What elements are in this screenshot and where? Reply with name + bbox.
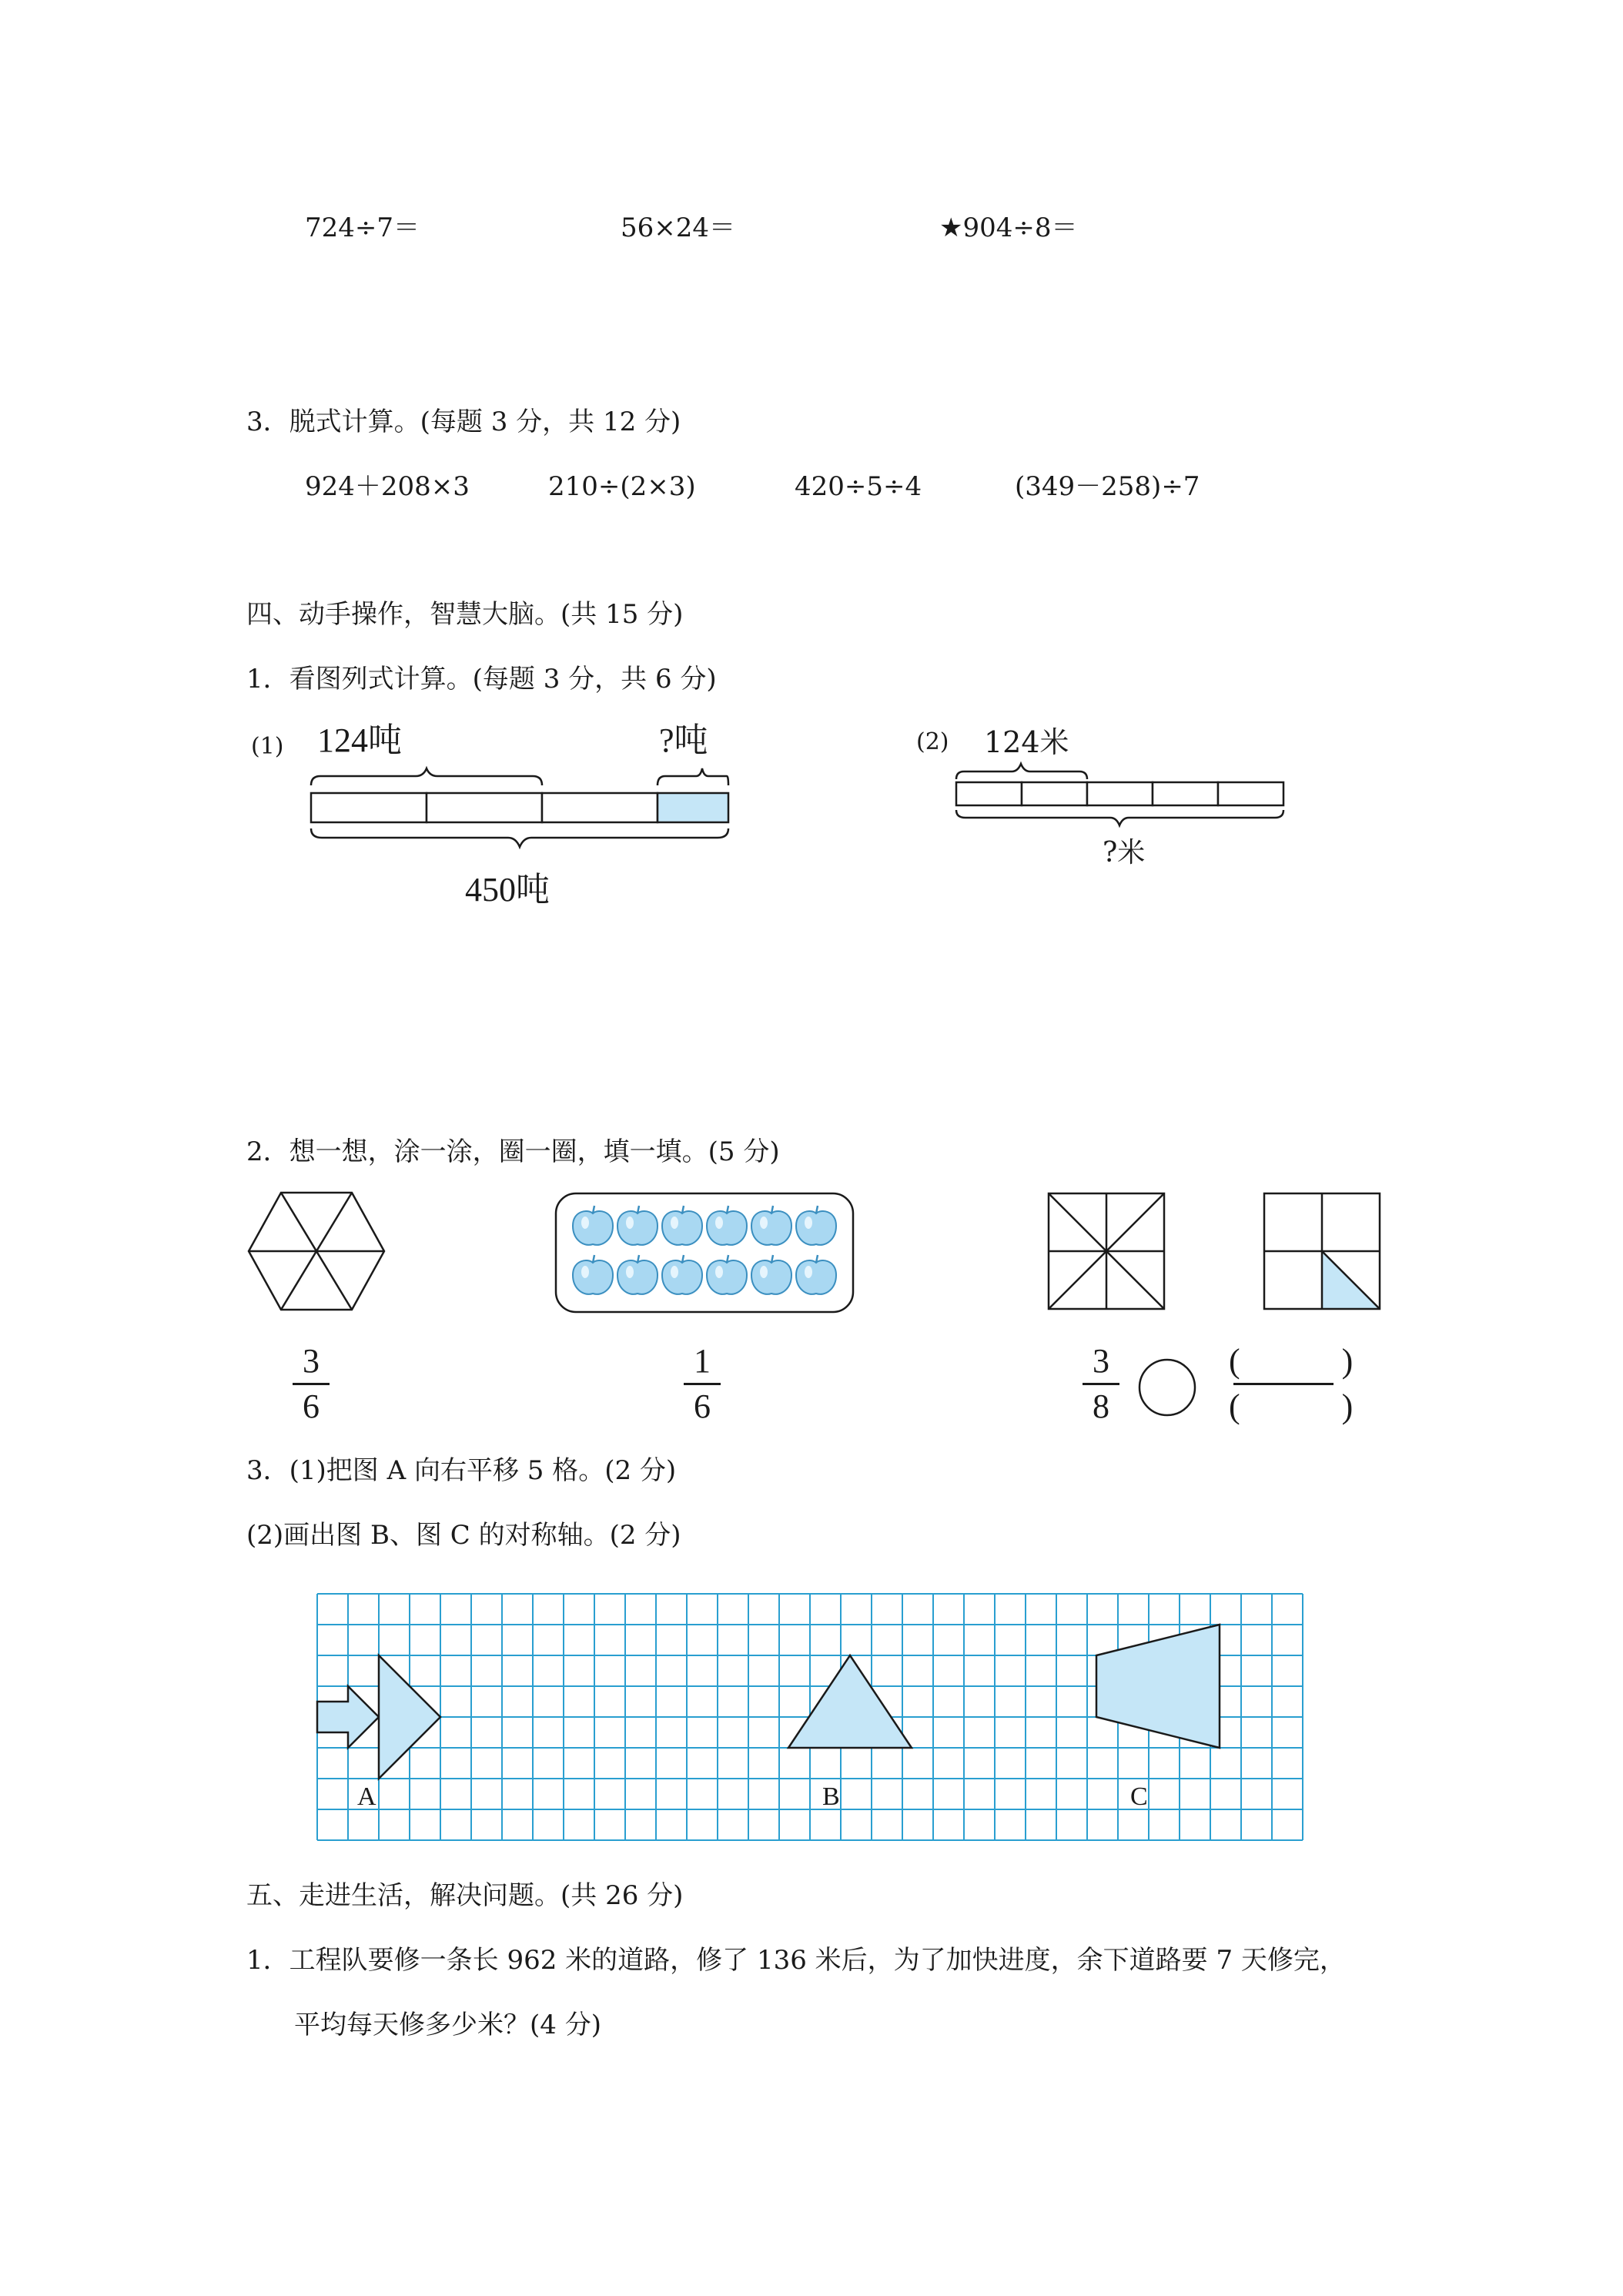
s5-q1-line1: 1．工程队要修一条长 962 米的道路，修了 136 米后，为了加快进度，余下道路要 7 天修完， bbox=[246, 1945, 1346, 1976]
fig1-top-right-brace bbox=[658, 768, 728, 785]
fig2-segment-5 bbox=[1218, 782, 1283, 805]
fig1-label: (1) bbox=[251, 733, 284, 760]
blank-fraction[interactable] bbox=[1229, 1341, 1354, 1427]
fig2-label: (2) bbox=[916, 728, 949, 755]
fig2-segment-1 bbox=[956, 782, 1022, 805]
fraction-denominator: 6 bbox=[694, 1387, 711, 1425]
fraction-numerator: 3 bbox=[303, 1342, 320, 1380]
fig2-bar-diagram bbox=[952, 759, 1298, 844]
fig1-top-left-brace bbox=[311, 768, 542, 785]
figure-c-trapezoid bbox=[1096, 1625, 1220, 1748]
fig2-bottom-brace bbox=[956, 810, 1283, 825]
fraction-denominator: 8 bbox=[1093, 1387, 1109, 1425]
square-eighths bbox=[1047, 1192, 1167, 1312]
apple-box bbox=[554, 1192, 855, 1314]
fraction-numerator: 1 bbox=[694, 1342, 711, 1380]
s5-q1-line2: 平均每天修多少米？(4 分) bbox=[294, 2010, 601, 2040]
compare-circle[interactable] bbox=[1136, 1357, 1198, 1418]
section5-title: 五、走进生活，解决问题。(共 26 分) bbox=[246, 1880, 684, 1911]
fig1-bottom-label: 450吨 bbox=[465, 871, 550, 909]
hexagon-figure bbox=[246, 1190, 387, 1312]
section4-title: 四、动手操作，智慧大脑。(共 15 分) bbox=[246, 599, 684, 630]
fig2-segment-3 bbox=[1087, 782, 1153, 805]
fig1-bottom-brace bbox=[311, 828, 728, 847]
fraction-denominator: 6 bbox=[303, 1387, 320, 1425]
fig2-top-label: 124米 bbox=[984, 725, 1069, 759]
q3-item-2: 210÷(2×3) bbox=[548, 471, 696, 502]
calc-item-1: 724÷7＝ bbox=[305, 213, 420, 243]
fig1-segment-1 bbox=[311, 793, 427, 822]
label-b: B bbox=[822, 1782, 840, 1811]
q3-title: 3．脱式计算。(每题 3 分，共 12 分) bbox=[246, 407, 681, 437]
grid-figure bbox=[314, 1591, 1318, 1845]
fraction-1-6 bbox=[679, 1341, 725, 1427]
fig2-segment-4 bbox=[1153, 782, 1218, 805]
fig2-top-brace bbox=[956, 764, 1087, 779]
fig1-segment-3 bbox=[542, 793, 658, 822]
fraction-3-8 bbox=[1078, 1341, 1124, 1427]
fig1-segment-4-shaded bbox=[658, 793, 728, 822]
fig1-top-left-label: 124吨 bbox=[317, 721, 402, 759]
label-c: C bbox=[1130, 1782, 1148, 1811]
calc-item-2: 56×24＝ bbox=[621, 213, 736, 243]
label-a: A bbox=[357, 1782, 376, 1811]
fig1-segment-2 bbox=[427, 793, 542, 822]
blank-numerator: ( ) bbox=[1229, 1342, 1354, 1380]
blank-denominator: ( ) bbox=[1229, 1387, 1354, 1425]
square-quarters bbox=[1263, 1192, 1383, 1312]
q3-item-1: 924＋208×3 bbox=[305, 471, 470, 502]
s4-q3-line2: (2)画出图 B、图 C 的对称轴。(2 分) bbox=[246, 1520, 681, 1551]
figure-a-arrow bbox=[317, 1686, 379, 1748]
s4-q2-title: 2．想一想，涂一涂，圈一圈，填一填。(5 分) bbox=[246, 1136, 780, 1167]
fig2-bottom-label: ?米 bbox=[1103, 837, 1146, 869]
fig1-bar-diagram bbox=[300, 762, 747, 870]
s4-q3-line1: 3．(1)把图 A 向右平移 5 格。(2 分) bbox=[246, 1455, 677, 1486]
q3-item-3: 420÷5÷4 bbox=[795, 471, 922, 502]
fraction-numerator: 3 bbox=[1093, 1342, 1109, 1380]
fig2-segment-2 bbox=[1022, 782, 1087, 805]
s4-q1-title: 1．看图列式计算。(每题 3 分，共 6 分) bbox=[246, 664, 717, 694]
fig1-top-right-label: ?吨 bbox=[659, 721, 708, 759]
figure-b-triangle bbox=[788, 1655, 912, 1748]
fraction-3-6 bbox=[288, 1341, 334, 1427]
calc-item-3: ★904÷8＝ bbox=[939, 213, 1078, 243]
q3-item-4: (349－258)÷7 bbox=[1015, 471, 1200, 502]
